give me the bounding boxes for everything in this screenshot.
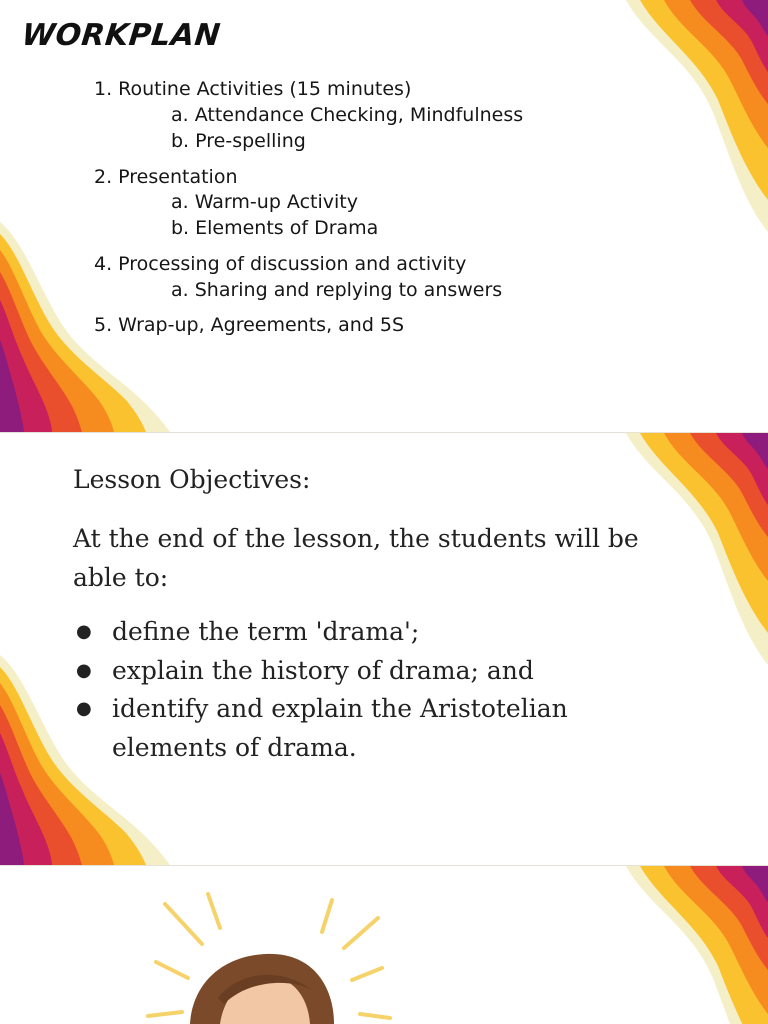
workplan-item: 5. Wrap-up, Agreements, and 5S [94, 314, 405, 336]
workplan-subitem: a. Sharing and replying to answers [171, 279, 503, 301]
workplan-item: 1. Routine Activities (15 minutes) [94, 78, 412, 100]
character-slide [0, 866, 768, 1024]
workplan-subitem: b. Pre-spelling [171, 130, 306, 152]
objective-item: ● identify and explain the Aristotelian elements of drama. [76, 690, 636, 767]
objective-item: ● define the term 'drama'; [76, 613, 636, 652]
lesson-objectives-slide [0, 433, 768, 865]
objectives-intro: At the end of the lesson, the students will be able to: [73, 524, 639, 592]
objectives-list [76, 613, 636, 767]
objective-item: ● explain the history of drama; and [76, 652, 636, 691]
workplan-subitem: a. Attendance Checking, Mindfulness [171, 104, 524, 126]
workplan-slide [0, 0, 768, 432]
workplan-title: WORKPLAN [20, 18, 223, 53]
workplan-item: 2. Presentation [94, 166, 238, 188]
decorative-waves-graphic [0, 0, 768, 432]
workplan-subitem: a. Warm-up Activity [171, 191, 358, 213]
objectives-heading: Lesson Objectives: [73, 465, 311, 494]
workplan-item: 4. Processing of discussion and activity [94, 253, 467, 275]
character-illustration [120, 886, 420, 1024]
workplan-subitem: b. Elements of Drama [171, 217, 379, 239]
